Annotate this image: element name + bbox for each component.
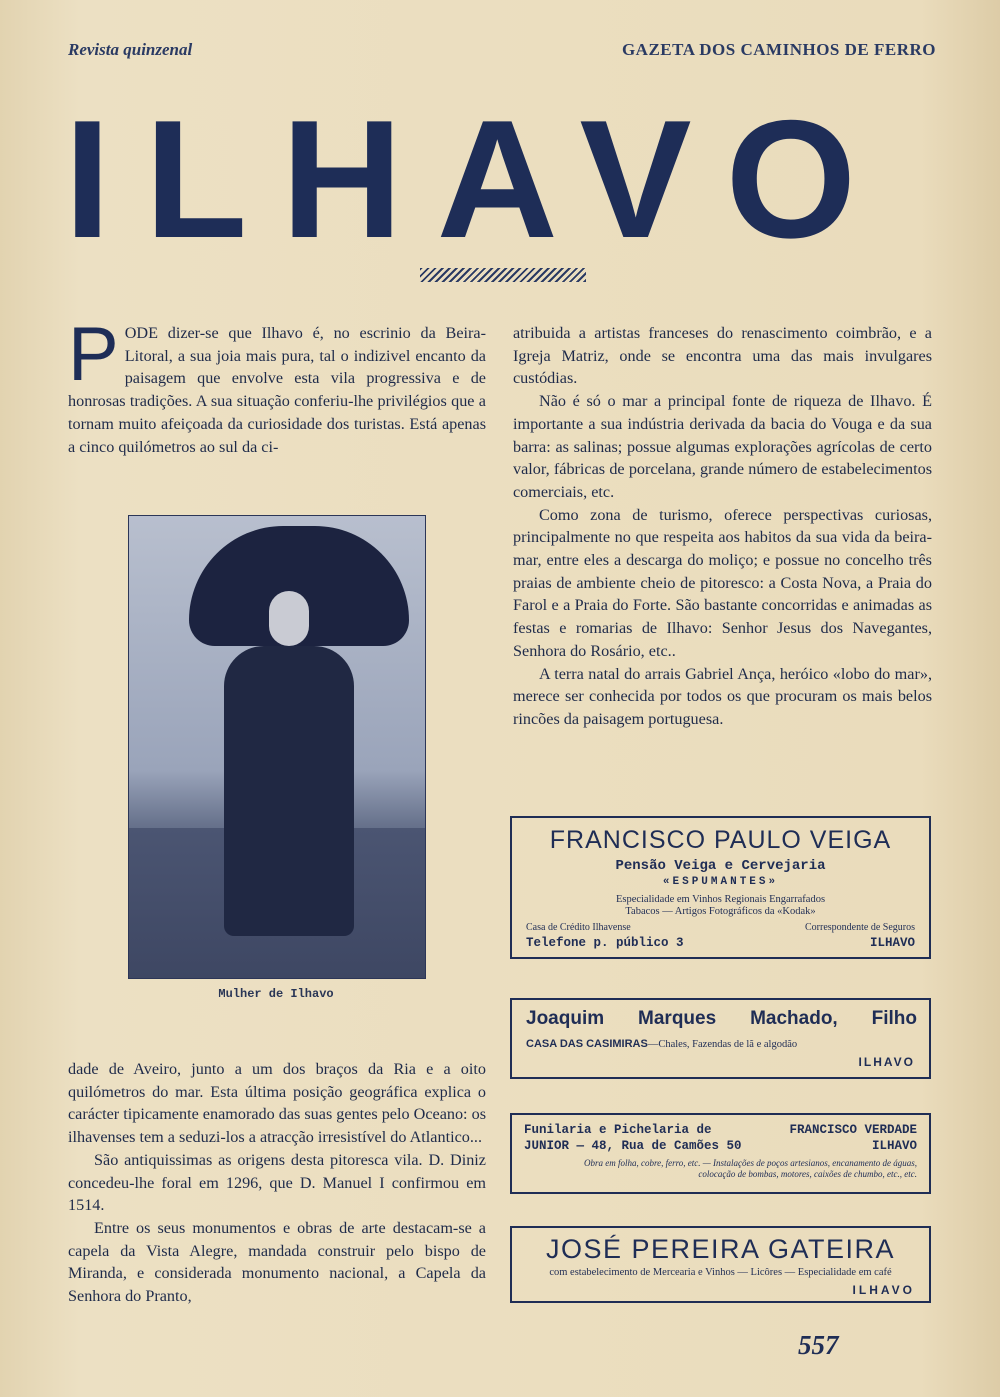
advert-row: Funilaria e Pichelaria de FRANCISCO VERDADE — [524, 1123, 917, 1137]
advert-row: Casa de Crédito Ilhavense Correspondente de Seguros — [526, 922, 915, 933]
advert-name: JOSÉ PEREIRA GATEIRA — [545, 1234, 896, 1264]
photo-caption: Mulher de Ilhavo — [218, 987, 334, 1001]
advert-detail: CASA DAS CASIMIRAS—Chales, Fazendas de lã e algodão — [526, 1038, 798, 1050]
article-column-1-top — [68, 312, 486, 458]
paragraph: A terra natal do arrais Gabriel Ança, heróico «lobo do mar», merece ser conhecida por todos os que procuram os mais belos rincões da paisagem portuguesa. — [513, 664, 932, 728]
article-column-2 — [513, 322, 932, 731]
advert-city: ILHAVO — [852, 1283, 915, 1297]
advert-specialities: Especialidade em Vinhos Regionais Engarrafados Tabacos — Artigos Fotográficos da «Kodak» — [615, 894, 826, 917]
advert-name: FRANCISCO PAULO VEIGA — [549, 826, 892, 854]
advert-joaquim-marques-machado — [510, 998, 931, 1079]
advert-row: Telefone p. público 3 ILHAVO — [526, 936, 915, 950]
advert-subtitle-2: «ESPUMANTES» — [662, 876, 779, 888]
photo-woman-with-umbrella — [128, 515, 426, 979]
paragraph: Entre os seus monumentos e obras de arte destacam-se a capela da Vista Alegre, mandada construir pelo bispo de Miranda, e considerada monumento nacional, a Capela da Senhora do Pranto, — [68, 1218, 486, 1306]
advert-francisco-verdade — [510, 1113, 931, 1194]
paragraph: atribuida a artistas franceses do renascimento coimbrão, e a Igreja Matriz, onde se encontra uma das mais invulgares custódias. — [513, 324, 932, 388]
advert-jose-pereira-gateira — [510, 1226, 931, 1303]
paragraph: Como zona de turismo, oferece perspectivas curiosas, principalmente no que respeita aos habitos da sua vida da beira-mar, entre eles a descarga do moliço; e possue no concelho três praias de ambiente cheio de pitoresco: a Costa Nova, a Praia do Farol e a Praia do Forte. São bastante concorridas e animadas as festas e romarias de Ilhavo: Senhor Jesus dos Navegantes, Senhora do Rosário, etc.. — [513, 505, 932, 660]
page-title: ILHAVO — [64, 92, 891, 267]
paragraph: PODE dizer-se que Ilhavo é, no escrinio da Beira-Litoral, a sua joia mais pura, tal o indizivel encanto da paisagem que envolve esta vila progressiva e de honrosas tradições. A sua situação conferiu-lhe privilégios que a tornam muito afeiçoada da curiosidade dos turistas. Está apenas a cinco quilómetros ao sul da ci- — [68, 312, 486, 456]
advert-row: JUNIOR — 48, Rua de Camões 50 ILHAVO — [524, 1139, 917, 1153]
advert-city: ILHAVO — [858, 1055, 915, 1069]
paragraph: dade de Aveiro, junto a um dos braços da Ria e a oito quilómetros do mar. Esta última posição geográfica explica o carácter tipicamente enamorado das suas gentes pelo Oceano: os ilhavenses tem a seduzi-los a atracção irresistível do Atlantico... — [68, 1060, 486, 1147]
paragraph: São antiquissimas as origens desta pitoresca vila. D. Diniz concedeu-lhe foral em 1296, que D. Manuel I confirmou em 1514. — [68, 1150, 486, 1215]
header-left: Revista quinzenal — [68, 40, 193, 59]
figure-shape — [224, 646, 354, 936]
drop-cap: P — [68, 312, 119, 397]
advert-subtitle: Pensão Veiga e Cervejaria — [615, 858, 826, 874]
title-divider — [420, 268, 586, 282]
page-number: 557 — [798, 1330, 839, 1360]
advert-note: Obra em folha, cobre, ferro, etc. — Instalações de poços artesianos, encanamento de águas, colocação de bombas, motores, caixões de chumbo, etc., etc. — [583, 1158, 917, 1179]
article-column-1-bottom — [68, 1058, 486, 1308]
advert-francisco-paulo-veiga — [510, 816, 931, 959]
paragraph: Não é só o mar a principal fonte de riqueza de Ilhavo. É importante a sua indústria derivada da bacia do Vouga e da sua barra: as salinas; possue algumas explorações agrícolas de certo valor, fábricas de porcelana, grande número de estabelecimentos comerciais, etc. — [513, 392, 932, 501]
advert-detail: com estabelecimento de Mercearia e Vinhos — Licôres — Especialidade em café — [549, 1267, 892, 1278]
header-right: GAZETA DOS CAMINHOS DE FERRO — [621, 40, 936, 59]
advert-name: Joaquim Marques Machado, Filho — [526, 1008, 917, 1029]
